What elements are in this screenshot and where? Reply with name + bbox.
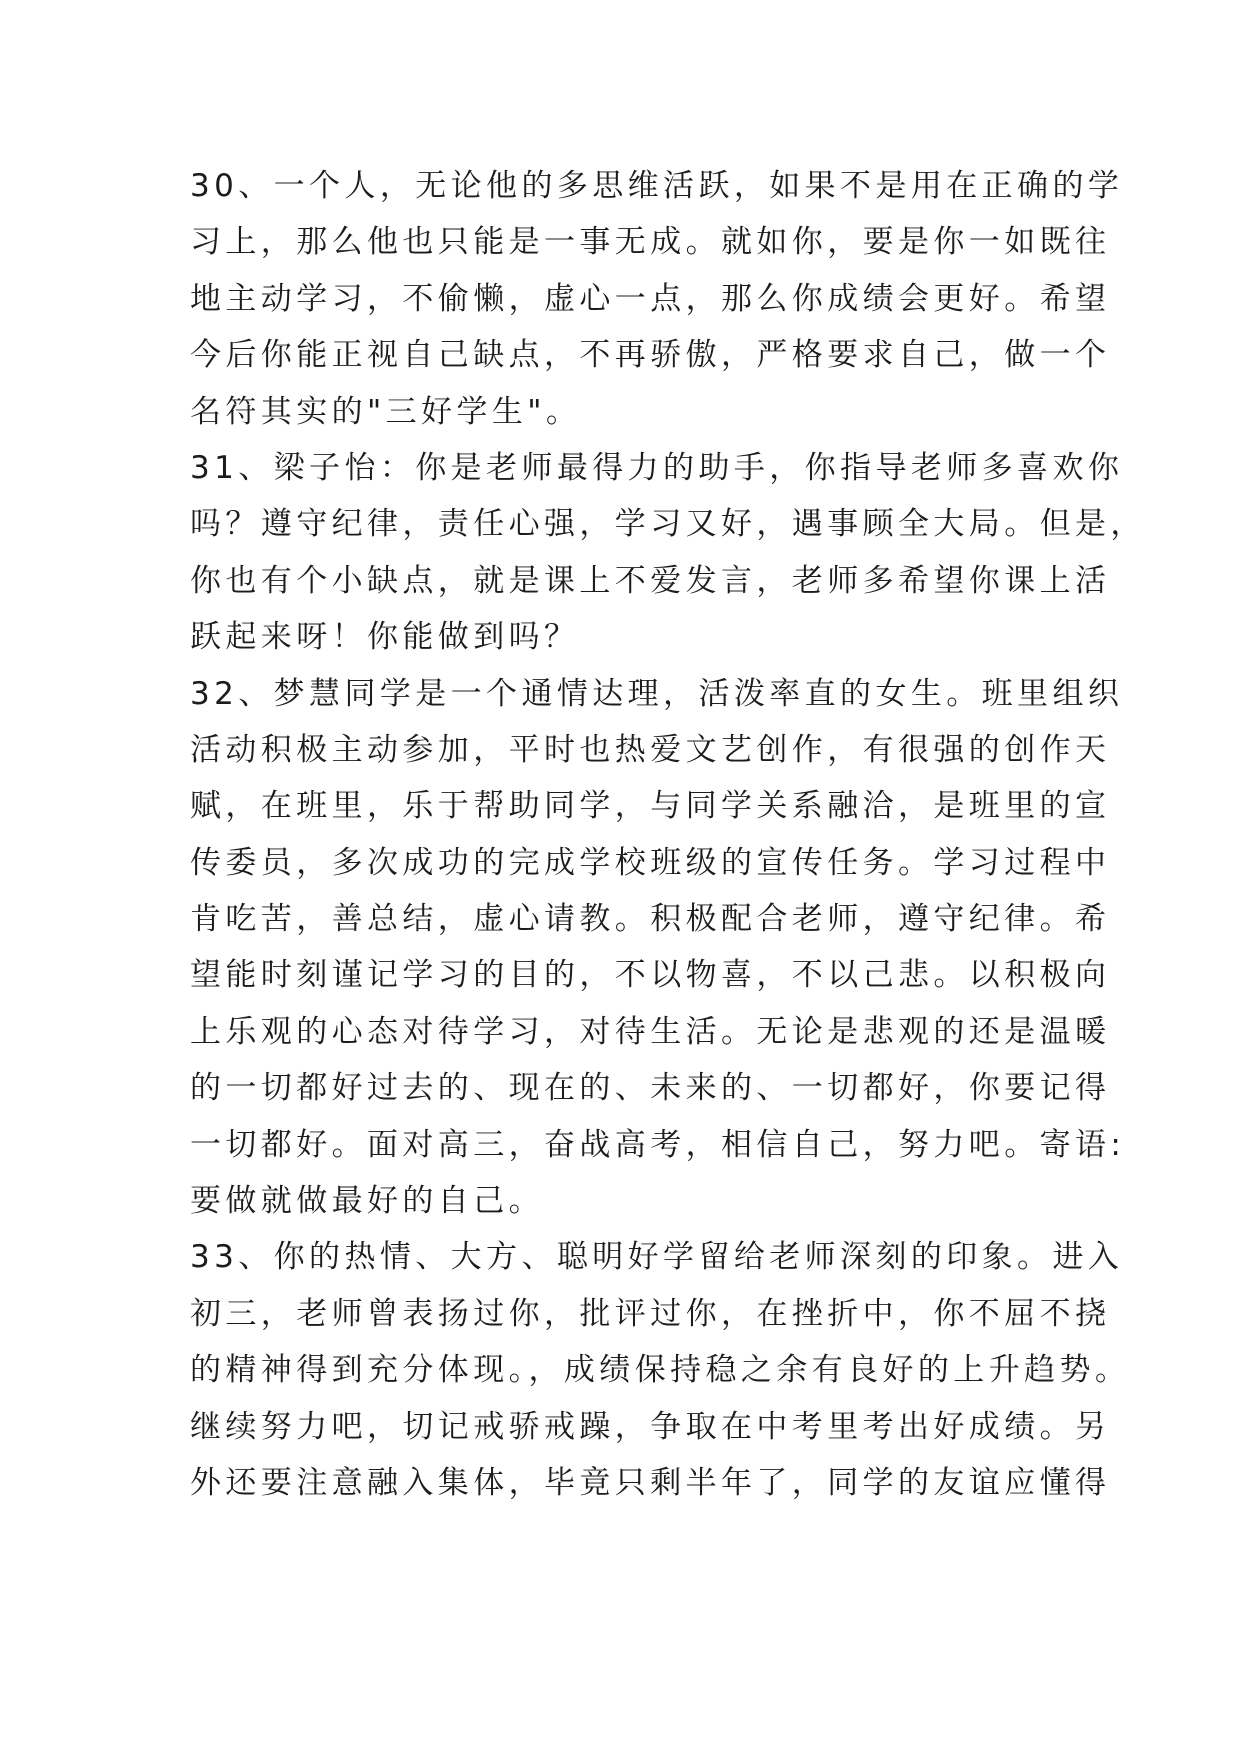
text-line: 肯吃苦，善总结，虚心请教。积极配合老师，遵守纪律。希: [190, 901, 1111, 938]
text-line: 活动积极主动参加，平时也热爱文艺创作，有很强的创作天: [190, 731, 1111, 768]
text-line: 32、梦慧同学是一个通情达理，活泼率直的女生。班里组织: [190, 675, 1124, 712]
text-line: 望能时刻谨记学习的目的，不以物喜，不以己悲。以积极向: [190, 957, 1111, 994]
text-line: 跃起来呀！你能做到吗？: [190, 619, 580, 656]
text-line: 地主动学习，不偷懒，虚心一点，那么你成绩会更好。希望: [190, 280, 1111, 317]
text-line: 33、你的热情、大方、聪明好学留给老师深刻的印象。进入: [190, 1239, 1124, 1276]
text-line: 30、一个人，无论他的多思维活跃，如果不是用在正确的学: [190, 168, 1124, 204]
text-line: 上乐观的心态对待学习，对待生活。无论是悲观的还是温暖: [190, 1013, 1111, 1050]
text-line: 要做就做最好的自己。: [190, 1183, 544, 1220]
text-line: 名符其实的"三好学生"。: [190, 393, 582, 430]
text-line: 的精神得到充分体现。，成绩保持稳之余有良好的上升趋势。: [190, 1352, 1131, 1389]
text-line: 一切都好。面对高三，奋战高考，相信自己，努力吧。寄语:: [190, 1126, 1126, 1163]
text-line: 习上，那么他也只能是一事无成。就如你，要是你一如既往: [190, 224, 1111, 261]
text-line: 外还要注意融入集体，毕竟只剩半年了，同学的友谊应懂得: [190, 1464, 1111, 1501]
text-line: 初三，老师曾表扬过你，批评过你，在挫折中，你不屈不挠: [190, 1295, 1111, 1332]
text-line: 你也有个小缺点，就是课上不爱发言，老师多希望你课上活: [190, 562, 1111, 599]
document-body: [190, 158, 1146, 1511]
text-line: 传委员，多次成功的完成学校班级的宣传任务。学习过程中: [190, 844, 1111, 881]
text-line: 今后你能正视自己缺点，不再骄傲，严格要求自己，做一个: [190, 337, 1111, 374]
text-line: 的一切都好过去的、现在的、未来的、一切都好，你要记得: [190, 1070, 1111, 1107]
text-line: 继续努力吧，切记戒骄戒躁，争取在中考里考出好成绩。另: [190, 1408, 1111, 1445]
text-line: 吗？遵守纪律，责任心强，学习又好，遇事顾全大局。但是，: [190, 506, 1146, 543]
text-line: 赋，在班里，乐于帮助同学，与同学关系融洽，是班里的宣: [190, 788, 1111, 825]
text-line: 31、梁子怡：你是老师最得力的助手，你指导老师多喜欢你: [190, 449, 1124, 486]
